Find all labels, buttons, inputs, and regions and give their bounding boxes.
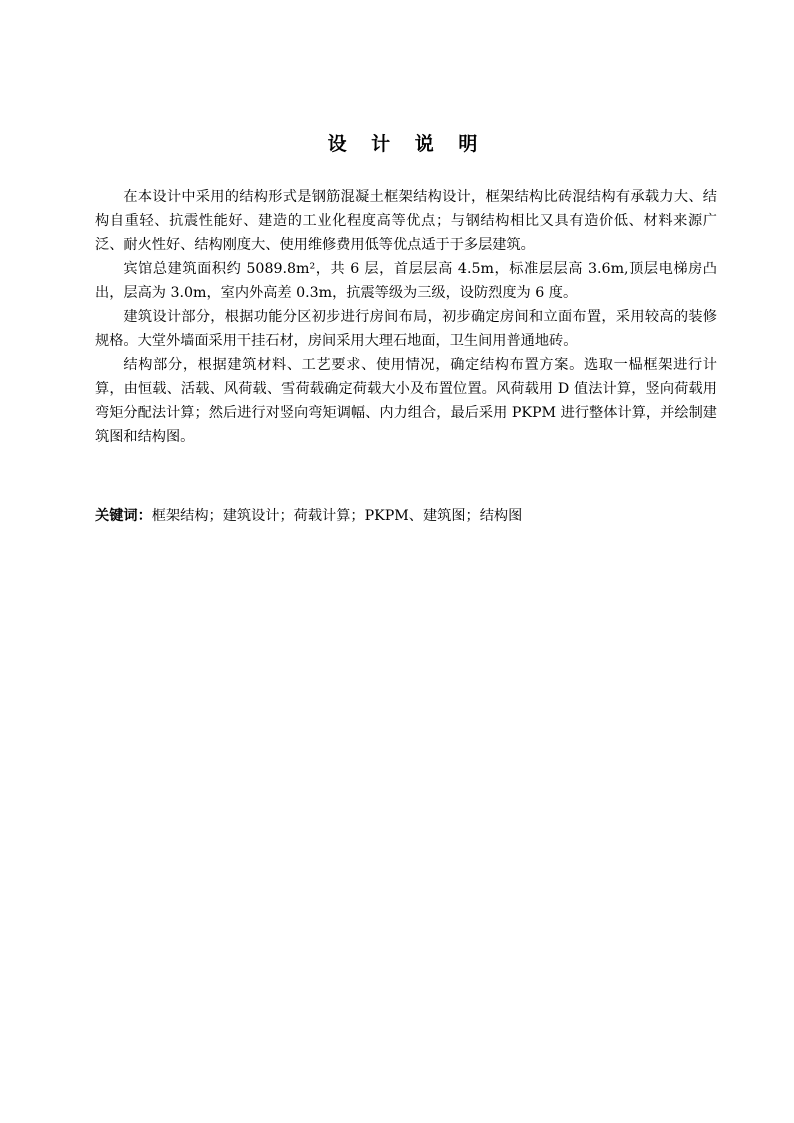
paragraph-structure-form: 在本设计中采用的结构形式是钢筋混凝土框架结构设计，框架结构比砖混结构有承载力大、结构自重轻、抗震性能好、建造的工业化程度高等优点；与钢结构相比又具有造价低、材料来源广泛、耐火性好、结构刚度大、使用维修费用低等优点适于于多层建筑。 bbox=[95, 189, 717, 253]
keywords-line bbox=[95, 504, 717, 528]
paragraph-building-area: 宾馆总建筑面积约 5089.8m²，共 6 层，首层层高 4.5m，标准层层高 3.6m,顶层电梯房凸出，层高为 3.0m，室内外高差 0.3m，抗震等级为三级，设防烈度为 6 度。 bbox=[95, 261, 717, 301]
keywords-label: 关键词： bbox=[95, 508, 152, 524]
page-title: 设 计 说 明 bbox=[327, 133, 487, 155]
keywords-text: 框架结构；建筑设计；荷载计算；PKPM、建筑图；结构图 bbox=[151, 508, 523, 524]
paragraph-structural-part: 结构部分，根据建筑材料、工艺要求、使用情况，确定结构布置方案。选取一榀框架进行计算，由恒载、活载、风荷载、雪荷载确定荷载大小及布置位置。风荷载用 D 值法计算，竖向荷载用弯矩分配法计算；然后进行对竖向弯矩调幅、内力组合，最后采用 PKPM 进行整体计算，并绘制建筑图和结构图。 bbox=[95, 357, 717, 445]
body-text bbox=[95, 185, 717, 449]
paragraph-architectural-design: 建筑设计部分，根据功能分区初步进行房间布局，初步确定房间和立面布置，采用较高的装修规格。大堂外墙面采用干挂石材，房间采用大理石地面，卫生间用普通地砖。 bbox=[95, 309, 717, 349]
